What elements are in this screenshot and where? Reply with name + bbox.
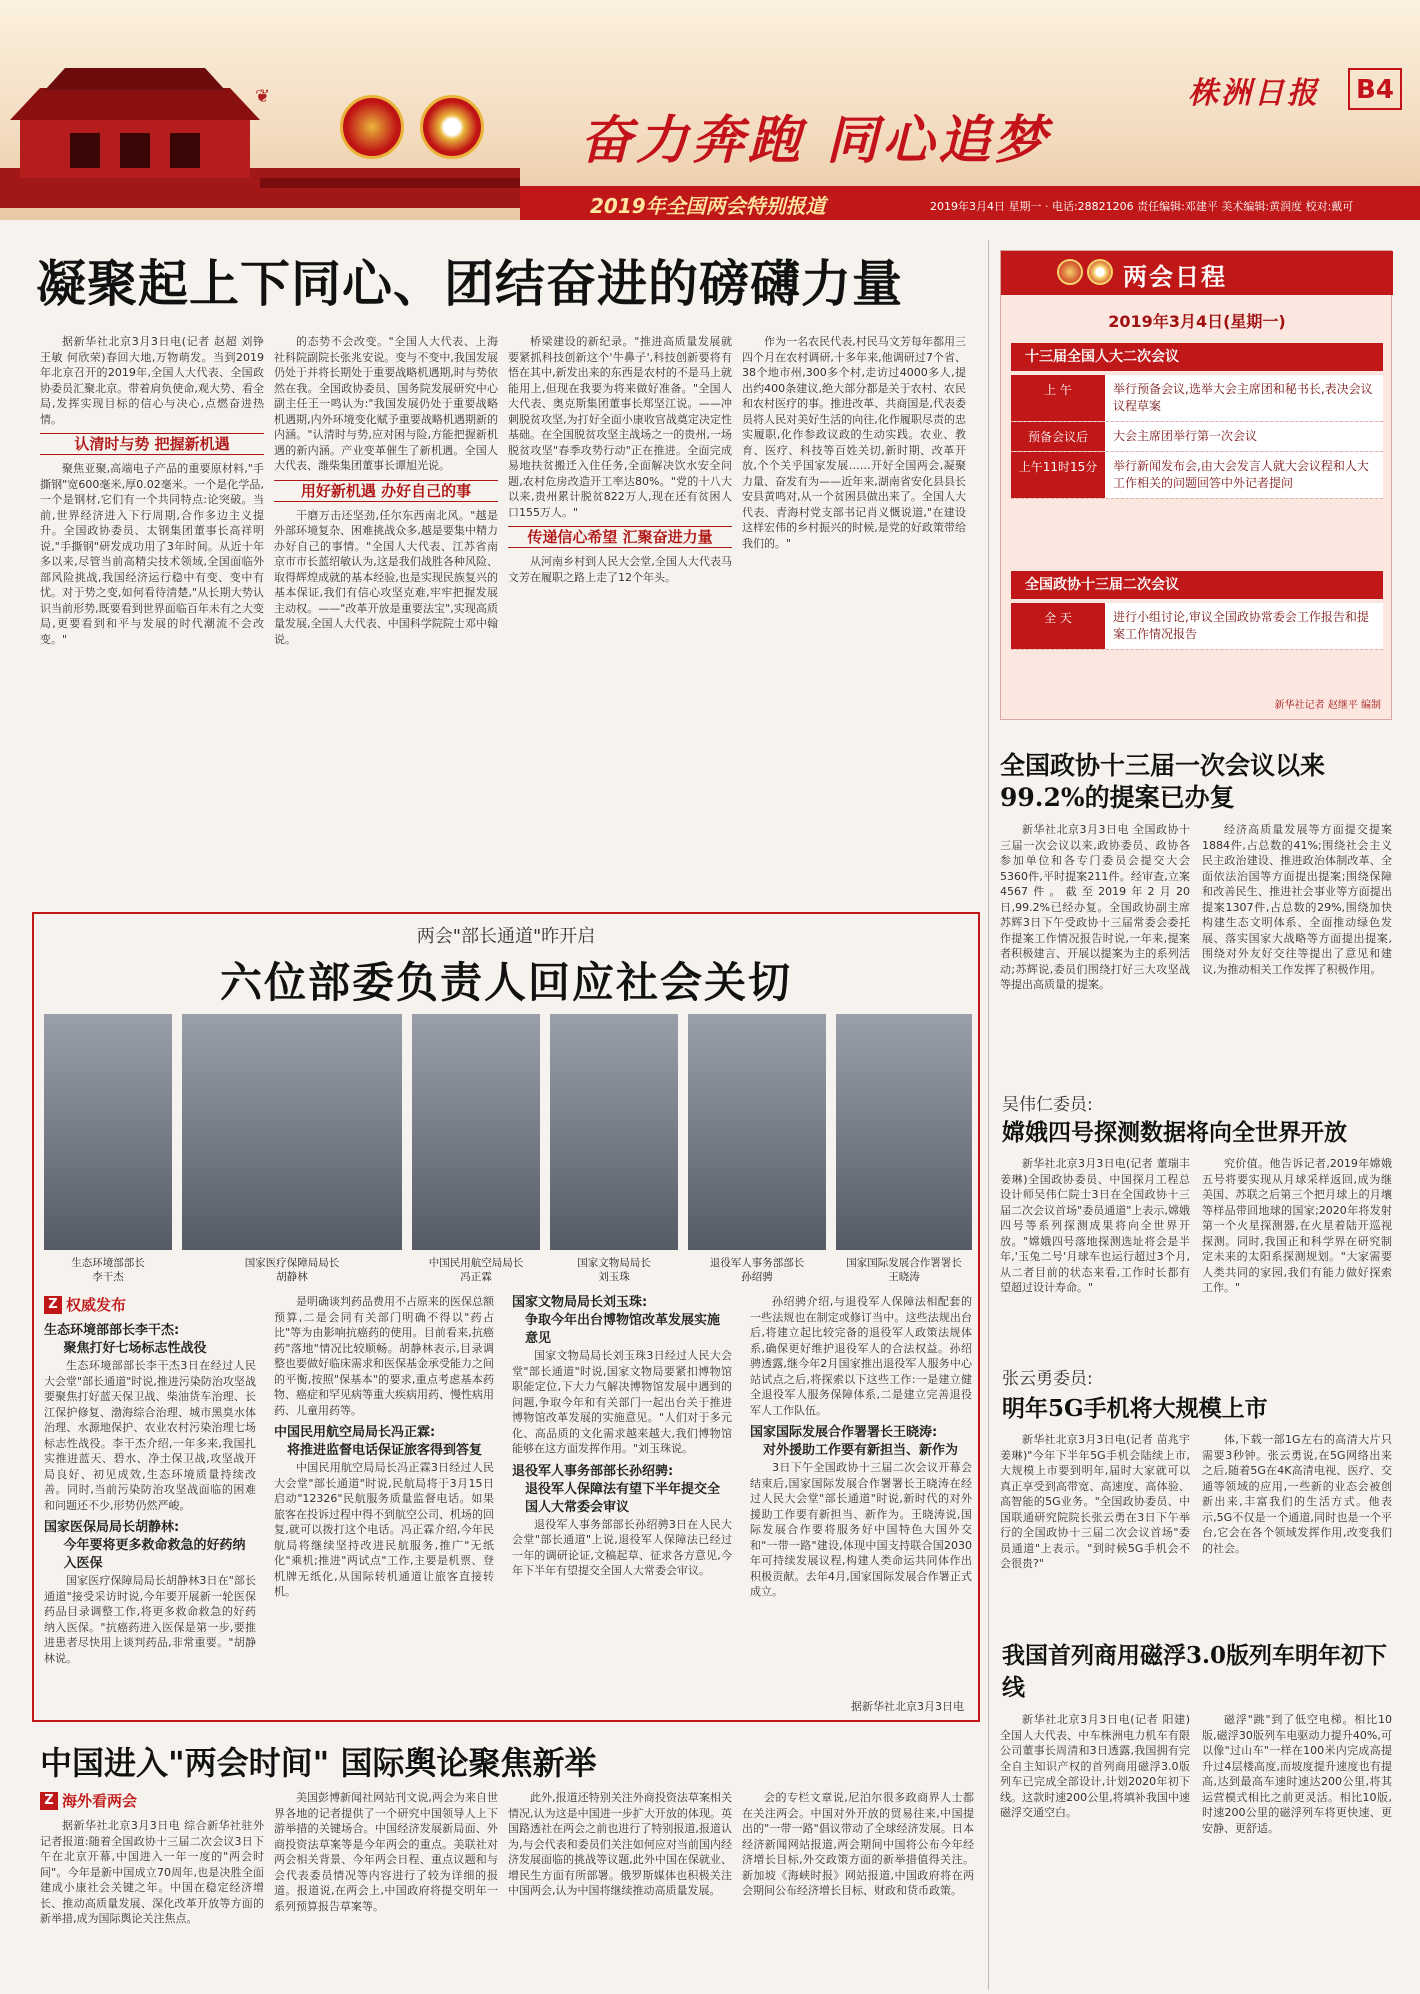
article-para: 新华社北京3月3日电(记者 董瑞丰 姜琳)全国政协委员、中国探月工程总设计师吴伟仁院士3日在全国政协十三届二次会议首场"委员通道"上表示,嫦娥四号等系列探测成果将向全世界开放。"嫦娥四号落地探测选址将会是半年,'玉兔二号'月球车也运行超过3个月,从二者目前的状态来看,工作时长都有望超过设计寿命。" (1000, 1157, 1190, 1294)
z-icon: Z (44, 1296, 62, 1314)
article-body (274, 1294, 494, 1418)
schedule-time: 上 午 (1011, 375, 1105, 421)
article-para: 生态环境部部长李干杰3日在经过人民大会堂"部长通道"时说,推进污染防治攻坚战要聚焦打好蓝天保卫战、柴油货车治理、长江保护修复、渤海综合治理、城市黑臭水体治理、水源地保护、农业农村污染治理七场标志性战役。李干杰介绍,一年多来,我国扎实推进蓝天、碧水、净土保卫战,攻坚战开局良好、初见成效,生态环境质量持续改善。同时,当前污染防治攻坚战面临的困难和问题还不少,形势仍然严峻。 (44, 1359, 256, 1512)
ministers-headline: 六位部委负责人回应社会关切 (219, 958, 792, 1007)
article-para: 退役军人事务部部长孙绍骋3日在人民大会堂"部长通道"上说,退役军人保障法已经过一年的调研论证,文稿起草、征求各方意见,今年下半年有望提交全国人大常委会审议。 (512, 1517, 732, 1577)
chang-e-col-2 (1202, 1156, 1392, 1356)
lead-col-4 (742, 334, 966, 904)
fiveg-col-2 (1202, 1432, 1392, 1630)
ministers-box (32, 912, 980, 1722)
newspaper-name: 株洲日报 (1188, 76, 1320, 111)
fiveg-col-1 (1000, 1432, 1190, 1630)
article-para: 据新华社北京3月3日电 综合新华社驻外记者报道:随着全国政协十三届二次会议3日下午在北京开幕,中国进入一年一度的"两会时间"。今年是新中国成立70周年,也是决胜全面建成小康社会关键之年。中国在稳定经济增长、推动高质量发展、深化改革开放等方面的新举措,成为国际舆论关注焦点。 (40, 1819, 264, 1925)
lead-para: 的态势不会改变。"全国人大代表、上海社科院副院长张兆安说。变与不变中,我国发展仍处于并将长期处于重要战略机遇期,时与势依然在我。全国政协委员、国务院发展研究中心副主任王一鸣认为:"我国发展仍处于重要战略机遇期,内外环境变化赋予重要战略机遇期新的内涵。"认清时与势,应对困与险,方能把握新机遇的新内涵。产业变革催生了新机遇。全国人大代表、潍柴集团董事长谭旭光说。 (274, 335, 498, 472)
schedule-group-2 (1011, 571, 1383, 599)
article-subhead: 对外援助工作要有新担当、新作为 (763, 1443, 959, 1458)
schedule-title: 两会日程 (1123, 263, 1227, 291)
article-para: 国家医疗保障局局长胡静林3日在"部长通道"接受采访时说,今年要开展新一轮医保药品目录调整工作,将更多救命救急的好药纳入医保。"抗癌药进入医保是第一步,要推进患者尽快用上谈判药品,非常重要。"胡静林说。 (44, 1574, 256, 1665)
lead-para: 据新华社北京3月3日电(记者 赵超 刘铮 王敏 何欣荣)春回大地,万物萌发。当到2019年北京召开的2019年,全国人大代表、全国政协委员汇聚北京。带着肩负使命,观大势、看全局,发挥实现目标的信心与决心,点燃奋进热情。 (40, 335, 264, 426)
schedule-list-1 (1011, 375, 1383, 499)
photo-caption: 国家医疗保障局局长 胡静林 (244, 1257, 340, 1283)
z-icon: Z (40, 1792, 58, 1810)
article-body (750, 1460, 972, 1600)
article-para: 3日下午全国政协十三届二次会议开幕会结束后,国家国际发展合作署署长王晓涛在经过人民大会堂"部长通道"时说,新时代的对外援助工作要有新担当、新作为。王晓涛说,国际发展合作要将服务好中国特色大国外交和"一带一路"建设,体现中国支持联合国2030年可持续发展议程,构建人类命运共同体作出积极贡献。去年4月,国家国际发展合作署正式成立。 (750, 1461, 972, 1598)
article-head: 中国民用航空局局长冯正霖: (274, 1425, 436, 1440)
section-tag (44, 1294, 126, 1315)
lead-subhead-3: 传递信心希望 汇聚奋进力量 (508, 526, 732, 548)
schedule-header (1001, 251, 1393, 295)
chang-e-label: 吴伟仁委员: (1002, 1095, 1093, 1115)
article-subhead: 退役军人保障法有望下半年提交全国人大常委会审议 (525, 1481, 721, 1515)
intl-col-1 (40, 1818, 264, 1984)
schedule-row (1011, 422, 1383, 452)
minister-photo (44, 1014, 172, 1250)
article-body (44, 1358, 256, 1513)
photo-caption: 国家国际发展合作署署长 王晓涛 (846, 1257, 962, 1283)
schedule-credit: 新华社记者 赵继平 编制 (1274, 700, 1381, 711)
ministers-kicker: 两会"部长通道"昨开启 (416, 926, 596, 947)
emblem-icon (1087, 259, 1113, 285)
schedule-time: 上午11时15分 (1011, 452, 1105, 498)
photo-caption: 国家文物局局长 刘玉珠 (577, 1257, 651, 1283)
fiveg-label: 张云勇委员: (1002, 1369, 1093, 1389)
intl-col-3 (508, 1790, 732, 1984)
column-divider (988, 240, 989, 1990)
national-emblem-icon (340, 95, 404, 159)
lead-subhead-2: 用好新机遇 办好自己的事 (274, 480, 498, 502)
maglev-col-2 (1202, 1712, 1392, 1982)
article-head: 国家国际发展合作署署长王晓涛: (750, 1425, 938, 1440)
schedule-desc: 进行小组讨论,审议全国政协常委会工作报告和提案工作情况报告 (1105, 603, 1383, 649)
proposals-col-2 (1202, 822, 1392, 1072)
article-para: 经济高质量发展等方面提交提案1884件,占总数的41%;围绕社会主义民主政治建设、推进政治体制改革、全面依法治国等方面提出提案;围绕保障和改善民生、推进社会事业等方面提出提案1307件,占总数的29%,围绕加快构建生态文明体系、全面推动绿色发展、落实国家大战略等方面提出提案,围绕对外友好交往等提出了意见和建议,为推动相关工作发挥了积极作用。 (1202, 823, 1392, 976)
tag-label: 海外看两会 (62, 1792, 138, 1810)
ministers-endnote: 据新华社北京3月3日电 (851, 1700, 964, 1713)
lead-para: 干磨万击还坚劲,任尔东西南北风。"越是外部环境复杂、困难挑战众多,越是要集中精力办好自己的事情。"全国人大代表、江苏省南京市市长蓝绍敏认为,这是我们战胜各种风险、取得辉煌成就的基本经验,也是实现民族复兴的基本保证,我们有信心攻坚克难,牢牢把握发展主动权。——"改革开放是重要法宝",实现高质量发展,全国人大代表、中国科学院院士邓中翰说。 (274, 508, 498, 646)
lead-para: 桥梁建设的新纪录。"推进高质量发展就要紧抓科技创新这个'牛鼻子',科技创新要将有悟在其中,新发出来的东西是农村的不是马上就能用上,但现在我要为将来做好准备。"全国人大代表、奥克斯集团董事长郑坚江说。——冲刺脱贫攻坚,为打好全面小康收官战奠定决定性基础。在全国脱贫攻坚主战场之一的贵州,一场脱贫攻坚"春季攻势行动"正在推进。全面完成易地扶贫搬迁入住任务,全面解决饮水安全问题,农村危房改造开工率达80%。"党的十八大以来,贵州累计脱贫822万人,现在还有贫困人口155万人。" (508, 335, 732, 519)
schedule-row (1011, 452, 1383, 499)
article-body (44, 1573, 256, 1666)
article-para: 美国彭博新闻社网站刊文说,两会为来自世界各地的记者提供了一个研究中国领导人上下游举措的关键场合。中国经济发展新局面、外商投资法草案等是今年两会的重点。美联社对两会相关背景、今年两会日程、重点议题和与会代表委员情况等内容进行了较为详细的报道。报道说,在两会上,中国政府将提交明年一系列预算报告草案等。 (274, 1791, 498, 1913)
intl-col-4 (742, 1790, 974, 1984)
ministers-col-3 (512, 1294, 732, 1718)
lead-col-2 (274, 334, 498, 904)
article-body (274, 1460, 494, 1600)
schedule-desc: 举行新闻发布会,由大会发言人就大会议程和人大工作相关的问题回答中外记者提问 (1105, 452, 1383, 498)
article-para: 新华社北京3月3日电 全国政协十三届一次会议以来,政协委员、政协各参加单位和各专门委员会提交大会5360件,平时提案211件。经审查,立案4567件。截至2019年2月20日,99.2%已经办复。全国政协副主席苏辉3日下午受政协十三届常委会委托作提案工作情况报告时说,一年来,提案者积极建言、开展以提案为主的系列活动;苏辉说,委员们围绕打好三大攻坚战等提出高质量的提案。 (1000, 823, 1190, 991)
schedule-box (1000, 250, 1392, 720)
schedule-time: 预备会议后 (1011, 422, 1105, 451)
tag-label: 权威发布 (66, 1296, 127, 1314)
intl-headline: 中国进入"两会时间" 国际舆论聚焦新举 (40, 1744, 597, 1782)
article-para: 中国民用航空局局长冯正霖3日经过人民大会堂"部长通道"时说,民航局将于3月15日启动"12326"民航服务质量监督电话。如果旅客在投诉过程中得不到航空公司、机场的回复,就可以拨打这个电话。冯正霖介绍,今年民航局将继续坚持改进民航服务,推广"无纸化"乘机;推进"两试点"工作,主要是机票、登机牌无纸化,从国际转机通道让旅客直接转机。 (274, 1461, 494, 1598)
section-tag (40, 1790, 137, 1811)
article-para: 新华社北京3月3日电(记者 阳建)全国人大代表、中车株洲电力机车有限公司董事长周清和3日透露,我国拥有完全自主知识产权的首列商用磁浮3.0版列车已完成全部设计,计划2020年初下线。这款时速200公里,将填补我国中速磁浮交通空白。 (1000, 1713, 1190, 1819)
schedule-desc: 大会主席团举行第一次会议 (1105, 422, 1383, 451)
dove-icon: ❦ (255, 86, 271, 107)
schedule-list-2 (1011, 603, 1383, 650)
schedule-group-1 (1011, 343, 1383, 371)
lead-subhead-1: 认清时与势 把握新机遇 (40, 433, 264, 455)
article-para: 究价值。他告诉记者,2019年嫦娥五号将要实现从月球采样返回,成为继美国、苏联之后第三个把月球上的月壤等样品带回地球的国家;2020年将发射第一个火星探测器,在火星着陆开巡视探测。同时,我国正和科学界在研究制定未来的太阳系探测规划。"大家需要人类共同的家园,我们有能力做好探索工作。" (1202, 1157, 1392, 1294)
article-subhead: 争取今年出台博物馆改革发展实施意见 (525, 1313, 721, 1346)
emblem-icon (1057, 259, 1083, 285)
cppcc-emblem-icon (420, 95, 484, 159)
minister-photo (550, 1014, 678, 1250)
photo-caption: 中国民用航空局局长 冯正霖 (428, 1257, 524, 1283)
schedule-date: 2019年3月4日(星期一) (1108, 312, 1286, 331)
lead-headline: 凝聚起上下同心、团结奋进的磅礴力量 (36, 254, 903, 313)
article-para: 国家文物局局长刘玉珠3日经过人民大会堂"部长通道"时说,国家文物局要紧扣博物馆职能定位,下大力气解决博物馆发展中遇到的问题,争取今年和有关部门一起出台关于推进博物馆改革发展的实施意见。"人们对于多元化、高品质的文化需求越来越大,我们博物馆能够在这方面发挥作用。"刘玉珠说。 (512, 1349, 732, 1455)
maglev-headline: 我国首列商用磁浮3.0版列车明年初下线 (1002, 1642, 1388, 1701)
minister-photo (412, 1014, 540, 1250)
photo-caption: 生态环境部部长 李干杰 (71, 1257, 145, 1283)
intl-col-2 (274, 1790, 498, 1984)
article-para: 体,下载一部1G左右的高清大片只需要3秒钟。张云勇说,在5G网络出来之后,随着5G在4K高清电视、医疗、交通等领域的应用,一些新的业态会被创新出来,丰富我们的生活方式。他表示,5G不仅是一个通道,同时也是一个平台,它会在各个领域发挥作用,改变我们的社会。 (1202, 1433, 1392, 1555)
article-para: 是明确谈判药品费用不占原来的医保总额预算,二是会同有关部门明确不得以"药占比"等为由影响抗癌药的使用。目前看来,抗癌药"落地"情况比较顺畅。胡静林表示,目录调整也要做好临床需求和医保基金承受能力之间的平衡,按照"保基本"的要求,重点考虑基本药物、癌症和罕见病等重大疾病用药、慢性病用药、儿童用药等。 (274, 1295, 494, 1417)
article-body (512, 1517, 732, 1579)
article-subhead: 聚焦打好七场标志性战役 (63, 1341, 207, 1356)
lead-col-1 (40, 334, 264, 904)
ministers-col-2 (274, 1294, 494, 1718)
minister-photo (836, 1014, 972, 1250)
minister-photo (182, 1014, 402, 1250)
schedule-group-title: 十三届全国人大二次会议 (1025, 349, 1179, 365)
article-head: 生态环境部部长李干杰: (44, 1323, 180, 1338)
article-body (512, 1348, 732, 1457)
slogan: 奋力奔跑 同心追梦 (580, 110, 1051, 171)
special-report-label: 2019年全国两会特别报道 (590, 194, 826, 218)
ministers-col-4 (750, 1294, 972, 1694)
article-head: 国家医保局局长胡静林: (44, 1520, 180, 1535)
proposals-headline: 全国政协十三届一次会议以来99.2%的提案已办复 (1000, 751, 1326, 812)
page-meta: 2019年3月4日 星期一 · 电话:28821206 责任编辑:邓建平 美术编辑:黄润度 校对:戴可 (930, 200, 1354, 213)
schedule-time: 全 天 (1011, 603, 1105, 649)
schedule-desc: 举行预备会议,选举大会主席团和秘书长,表决会议议程草案 (1105, 375, 1383, 421)
minister-photo (688, 1014, 826, 1250)
article-para: 磁浮"跳"到了低空电梯。相比10版,磁浮30版列车电驱动力提升40%,可以像"过山车"一样在100米内完成高提升过4层楼高度,而坡度提升速度也有提高,达到最高车速时速达200公里,将其运营模式相比之前更灵活。相比10版,时速200公里的磁浮列车将更快速、更安静、更舒适。 (1202, 1713, 1392, 1835)
chang-e-headline: 嫦娥四号探测数据将向全世界开放 (1002, 1119, 1347, 1146)
article-para: 孙绍骋介绍,与退役军人保障法相配套的一些法规也在制定或修订当中。这些法规出台后,将建立起比较完备的退役军人政策法规体系,确保更好维护退役军人的合法权益。孙绍骋透露,继今年2月国家推出退役军人服务中心站试点之后,将探索以下这些工作:一是建立健全退役军人服务保障体系,二是建立完善退役军人工作队伍。 (750, 1295, 972, 1417)
lead-para: 作为一名农民代表,村民马文芳每年都用三四个月在农村调研,十多年来,他调研过7个省、38个地市州,300多个村,走访过4000多人,提出约400条建议,绝大部分都是关于农村、农民和农村医疗的事。推进改革、共商国是,代表委员将人民对美好生活的向往,化作履职尽责的忠实履职,化作参政议政的生动实践。农业、教育、医疗、科技等百姓关切,新时期、改革开放,个个关乎国家发展……开好全国两会,凝聚力量、奋发有为——近年来,湖南省安化县县长安县黄鸣对,从一个贫困县做出来了。全国人大代表、青海村党支部书记肖义慨说道,"在建设这样宏伟的乡村振兴的时候,是党的好政策带给我们的。" (742, 335, 966, 550)
lead-col-3 (508, 334, 732, 904)
lead-para: 聚焦亚聚,高端电子产品的重要原材料,"手撕钢"宽600毫米,厚0.02毫米。一个是化学品,一个是钢材,它们有一个共同特点:论突破。当前,世界经济进入下行周期,合作多边主义提升。全国政协委员、太钢集团董事长高祥明说,"手撕钢"研发成功用了3年时间。从近十年多以来,尽管当前高精尖技术领域,全国面临外部风险挑战,我国经济运行稳中有变、变中有忧。对于势之变,如何看待清楚,"从长期大势认识当前形势,既要看到世界面临百年未有之大变局,更要看到和平与发展的时代潮流不会改变。" (40, 462, 264, 646)
masthead (0, 0, 1420, 220)
article-para: 此外,报道还特别关注外商投资法草案相关情况,认为这是中国进一步扩大开放的体现。英国路透社在两会之前也进行了特别报道,报道认为,与会代表和委员们关注如何应对当前国内经济发展面临的挑战等议题,此外中国在保就业、增民生方面有所部署。俄罗斯媒体也积极关注中国两会,认为中国将继续推动高质量发展。 (508, 1791, 732, 1897)
schedule-row (1011, 603, 1383, 650)
article-head: 退役军人事务部部长孙绍骋: (512, 1463, 674, 1479)
article-para: 新华社北京3月3日电(记者 苗兆宇 姜琳)"今年下半年5G手机会陆续上市,大规模上市要到明年,届时大家就可以真正享受到高带宽、高速度、高体验、高智能的5G业务。"全国政协委员、中国联通研究院院长张云勇在3日下午举行的全国政协十三届二次会议首场"委员通道"上表示。"到时候5G手机会不会很贵?" (1000, 1433, 1190, 1570)
page-number: B4 (1348, 68, 1402, 110)
chang-e-col-1 (1000, 1156, 1190, 1356)
lead-para: 从河南乡村到人民大会堂,全国人大代表马文芳在履职之路上走了12个年头。 (508, 555, 732, 584)
proposals-col-1 (1000, 822, 1190, 1072)
ministers-col-1 (44, 1322, 256, 1718)
maglev-col-1 (1000, 1712, 1190, 1982)
schedule-row (1011, 375, 1383, 422)
article-para: 会的专栏文章说,尼泊尔很多政商界人士都在关注两会。中国对外开放的贸易往来,中国提出的"一带一路"倡议带动了全球经济发展。日本经济新闻网站报道,两会期间中国将公布今年经济增长目标,外交政策方面的新举措值得关注。新加坡《海峡时报》网站报道,中国政府将在两会期间公布经济增长目标、财政和货币政策。 (742, 1791, 974, 1897)
article-subhead: 今年要将更多救命救急的好药纳入医保 (63, 1538, 246, 1571)
article-head: 国家文物局局长刘玉珠: (512, 1295, 648, 1310)
fiveg-headline: 明年5G手机将大规模上市 (1002, 1395, 1268, 1422)
article-subhead: 将推进监督电话保证旅客得到答复 (287, 1443, 483, 1458)
schedule-group-title: 全国政协十三届二次会议 (1025, 577, 1179, 593)
article-body (750, 1294, 972, 1418)
photo-caption: 退役军人事务部部长 孙绍骋 (709, 1257, 805, 1283)
